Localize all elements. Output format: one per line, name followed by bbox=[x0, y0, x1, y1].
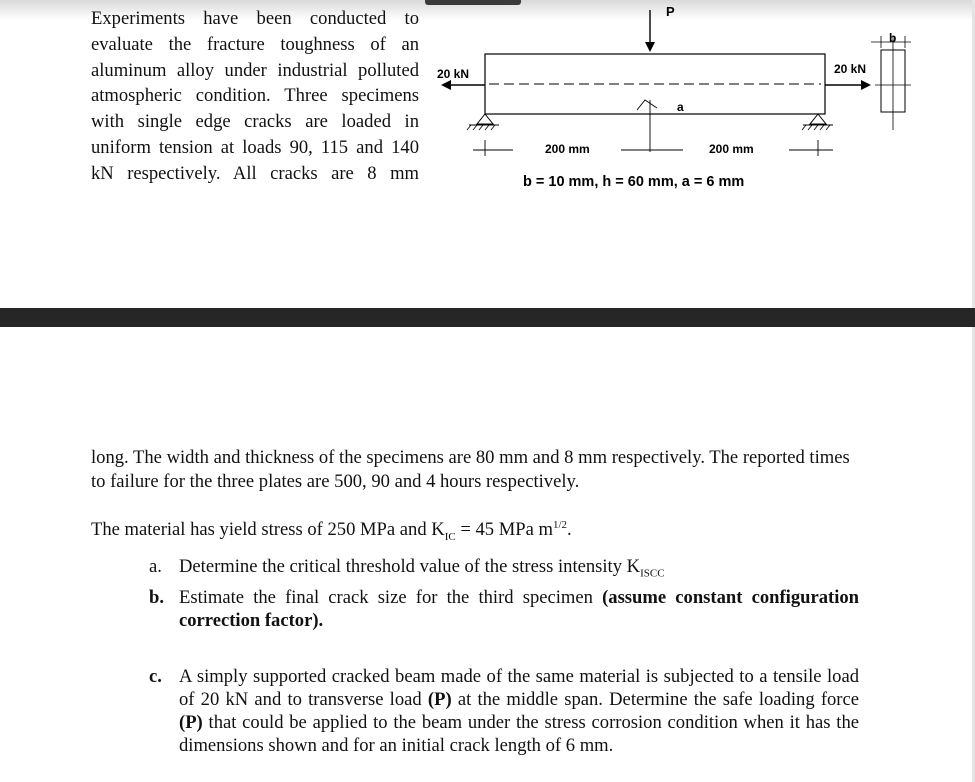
right-force-arrowhead bbox=[861, 80, 871, 90]
question-marker: c. bbox=[149, 666, 162, 687]
questions-ab bbox=[149, 555, 859, 632]
question-c: c. A simply supported cracked beam made of the same material is subjected to a tensile load of 20 kN and to transverse load (P) at the middle span. Determine the safe loading force (P) that could be applied to the beam under the stress corrosion condition when it has the dimensions shown and for an initial crack length of 6 mm. bbox=[149, 666, 859, 756]
beam-diagram bbox=[425, 0, 915, 200]
question-marker: a. bbox=[149, 556, 162, 577]
left-force-label: 20 kN bbox=[437, 67, 470, 81]
left-force-arrowhead bbox=[441, 80, 451, 90]
intro-line: with single edge cracks are loaded in bbox=[91, 111, 419, 133]
span-right-label: 200 mm bbox=[709, 142, 754, 156]
intro-line: uniform tension at loads 90, 115 and 140 bbox=[91, 136, 419, 158]
crack-label: a bbox=[677, 100, 684, 114]
paragraph-material: The material has yield stress of 250 MPa and $K_{IC} = 45$ MPa $m^{1/2}$. bbox=[91, 519, 572, 543]
intro-paragraph bbox=[91, 6, 419, 187]
load-label: P bbox=[666, 4, 675, 19]
intro-line: Experiments have been conducted to bbox=[91, 8, 419, 29]
paragraph-specimen: long. The width and thickness of the specimens are 80 mm and 8 mm respectively. The reported times to failure for the three plates are 500, 90 and 4 hours respectively. bbox=[91, 447, 850, 492]
intro-line: evaluate the fracture toughness of an bbox=[91, 33, 419, 55]
span-left-label: 200 mm bbox=[545, 142, 590, 156]
question-b: b. Estimate the final crack size for the third specimen (assume constant configuration correction factor). bbox=[149, 586, 859, 631]
width-label: b bbox=[889, 31, 897, 45]
question-marker: b. bbox=[149, 586, 164, 608]
page-divider bbox=[0, 308, 975, 327]
load-arrowhead bbox=[645, 42, 655, 52]
left-support-icon bbox=[477, 114, 493, 124]
intro-line: aluminum alloy under industrial polluted bbox=[91, 59, 419, 81]
intro-line: atmospheric condition. Three specimens bbox=[91, 85, 419, 107]
intro-line: kN respectively. All cracks are 8 mm bbox=[91, 162, 419, 184]
right-force-label: 20 kN bbox=[834, 62, 867, 76]
dimensions-label: b = 10 mm, h = 60 mm, a = 6 mm bbox=[523, 174, 745, 190]
right-support-icon bbox=[810, 114, 826, 124]
question-a: a. Determine the critical threshold value of the stress intensity $K_{ISCC}$ bbox=[149, 555, 859, 586]
